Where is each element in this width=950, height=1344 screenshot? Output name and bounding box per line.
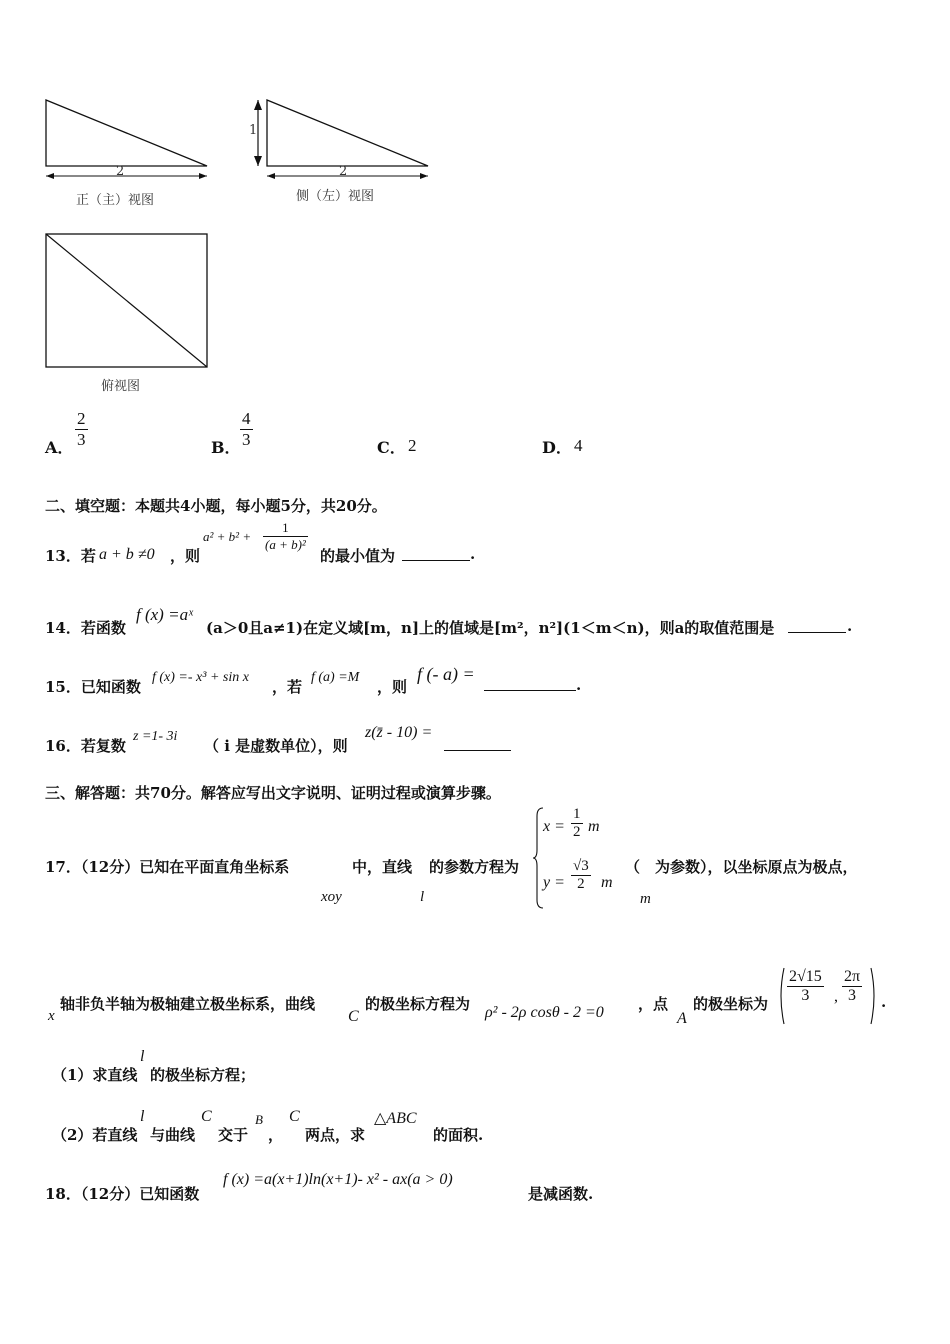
q17-mid1: 中，直线	[352, 858, 413, 876]
q17-line2-x: x	[48, 1008, 55, 1024]
q17-sub1-b: 的极坐标方程；	[150, 1066, 256, 1084]
q17-sub2-a: （2）若直线	[52, 1126, 138, 1144]
option-c-label: C．	[377, 438, 406, 457]
side-view-caption: 侧（左）视图	[296, 189, 375, 204]
q14-number: 14．若函数	[45, 619, 126, 637]
q17-point-den2: 3	[848, 987, 857, 1004]
q17-curve-c: C	[348, 1008, 359, 1025]
q17-point-den1: 3	[801, 987, 810, 1004]
side-dim-label-h: 2	[339, 164, 348, 179]
q17-sub2-c: 交于	[218, 1126, 249, 1144]
q13-expr-a: a² + b² +	[203, 529, 252, 544]
q17-polar-eq: ρ² - 2ρ cosθ - 2 =0	[485, 1004, 604, 1021]
front-dim-arrow-left	[46, 173, 54, 179]
q15-ask: f (- a) =	[417, 664, 475, 684]
q17-sub2-d: ，	[268, 1126, 284, 1144]
q15-function: f (x) =- x³ + sin x	[152, 670, 249, 685]
front-dim-arrow-right	[199, 173, 207, 179]
q17-eq1-var: m	[588, 818, 600, 835]
side-dim-arrow-left	[267, 173, 275, 179]
q14-function: f (x) =aˣ	[136, 605, 193, 624]
q17-l: l	[420, 889, 425, 905]
q17-eq1-num: 1	[573, 806, 581, 822]
option-d-value: 4	[574, 436, 583, 455]
q17-mid2: 的参数方程为	[429, 858, 520, 876]
q18-function: f (x) =a(x+1)ln(x+1)- x² - ax(a > 0)	[223, 1171, 453, 1188]
option-a-fraction	[75, 409, 88, 450]
q17-sub2-c-curve: C	[201, 1108, 212, 1125]
q17-point-frac1	[787, 968, 824, 1005]
q13-blank[interactable]	[402, 560, 470, 561]
q17-sub2-point-c: C	[289, 1108, 300, 1125]
q18-number: 18．（12分）已知函数	[45, 1185, 200, 1203]
q17-point-comma: ,	[834, 988, 838, 1005]
q13-frac-den: (a + b)²	[265, 537, 306, 552]
q17-line2-end: .	[881, 993, 887, 1011]
q16-ask: z(z̄ - 10) =	[365, 724, 433, 741]
q17-paren: （ 为参数），以坐标原点为极点，	[625, 858, 858, 876]
q15-mid: ，若	[272, 678, 303, 696]
top-view-diagonal	[46, 234, 207, 367]
option-b-label: B．	[211, 438, 241, 457]
q17-eq1-den: 2	[573, 824, 581, 840]
q17-paren-right	[869, 966, 879, 1026]
q17-line2-d: 的极坐标为	[693, 995, 769, 1013]
q17-eq2-fraction	[571, 858, 591, 893]
q13-condition: a + b ≠0	[99, 546, 155, 563]
q17-point-num2: 2π	[844, 968, 861, 985]
q15-number: 15．已知函数	[45, 678, 141, 696]
q17-paren-left	[776, 966, 786, 1026]
q14-text: (a＞0且a≠1)在定义域[m，n]上的值域是[m²，n²](1＜m＜n)，则a的取值范围是	[206, 619, 775, 637]
option-b-den: 3	[242, 430, 251, 449]
q17-eq2-var: m	[601, 874, 613, 891]
option-d-label: D．	[542, 438, 572, 457]
q15-condition: f (a) =M	[311, 670, 360, 685]
q17-point-a: A	[677, 1010, 687, 1027]
q13-fraction	[263, 520, 308, 553]
q17-sub2-l: l	[140, 1108, 145, 1125]
q17-sub2-e: 两点，求	[305, 1126, 366, 1144]
q17-eq1-fraction	[571, 806, 583, 841]
q17-sub1-l: l	[140, 1048, 145, 1065]
q14-blank[interactable]	[788, 632, 846, 633]
side-dim-arrow-up	[254, 100, 262, 110]
option-b-num: 4	[242, 409, 251, 428]
q17-eq2-den: 2	[577, 876, 585, 892]
q17-eq1-lhs: x =	[543, 818, 565, 835]
top-view-caption: 俯视图	[101, 379, 141, 394]
q17-eq2-num: √3	[573, 858, 589, 874]
q13-tail: 的最小值为	[320, 547, 396, 565]
q13-frac-num: 1	[263, 520, 308, 537]
q16-paren: （ i 是虚数单位），则	[204, 737, 348, 755]
answer-section-title: 三、解答题：共70分。解答应写出文字说明、证明过程或演算步骤。	[45, 784, 501, 802]
three-view-figures	[0, 0, 460, 400]
q16-blank[interactable]	[444, 750, 511, 751]
q13-then: ，则	[170, 547, 201, 565]
q17-xoy: xoy	[321, 889, 342, 905]
fill-section-title: 二、填空题：本题共4小题，每小题5分，共20分。	[45, 497, 387, 515]
q17-sub2-point-b: B	[255, 1112, 263, 1127]
q17-point-num1: 2√15	[789, 968, 822, 985]
front-view-caption: 正（主）视图	[76, 193, 155, 208]
q17-line2-c: ，点	[638, 995, 669, 1013]
option-b-fraction	[240, 409, 253, 450]
front-dim-label: 2	[116, 164, 125, 179]
side-dim-arrow-down	[254, 156, 262, 166]
q17-point-frac2	[842, 968, 862, 1005]
side-dim-label-v: 1	[249, 123, 258, 138]
q17-number: 17．（12分）已知在平面直角坐标系	[45, 858, 290, 876]
q17-line2-a: 轴非负半轴为极轴建立极坐标系，曲线	[60, 995, 316, 1013]
q17-sub1-a: （1）求直线	[52, 1066, 138, 1084]
q16-number: 16．若复数	[45, 737, 126, 755]
q15-then: ，则	[377, 678, 408, 696]
option-a-den: 3	[77, 430, 86, 449]
option-a-label: A．	[45, 438, 74, 457]
q15-blank[interactable]	[484, 690, 576, 691]
option-a-num: 2	[77, 409, 86, 428]
q13-end: .	[470, 545, 476, 563]
q17-param-m: m	[640, 891, 651, 907]
q15-end: .	[576, 676, 582, 694]
option-c-value: 2	[408, 436, 417, 455]
q13-number: 13．若	[45, 547, 96, 565]
front-view-triangle	[46, 100, 207, 166]
q18-tail: 是减函数.	[528, 1185, 594, 1203]
q14-end: .	[847, 617, 853, 635]
q17-sub2-f: 的面积.	[433, 1126, 484, 1144]
q16-z: z =1- 3i	[133, 729, 178, 744]
q17-eq2-lhs: y =	[543, 874, 565, 891]
side-view-triangle	[267, 100, 428, 166]
side-dim-arrow-right	[420, 173, 428, 179]
q17-sub2-triangle: △ABC	[374, 1110, 417, 1127]
q17-sub2-b: 与曲线	[150, 1126, 196, 1144]
q17-line2-b: 的极坐标方程为	[365, 995, 471, 1013]
